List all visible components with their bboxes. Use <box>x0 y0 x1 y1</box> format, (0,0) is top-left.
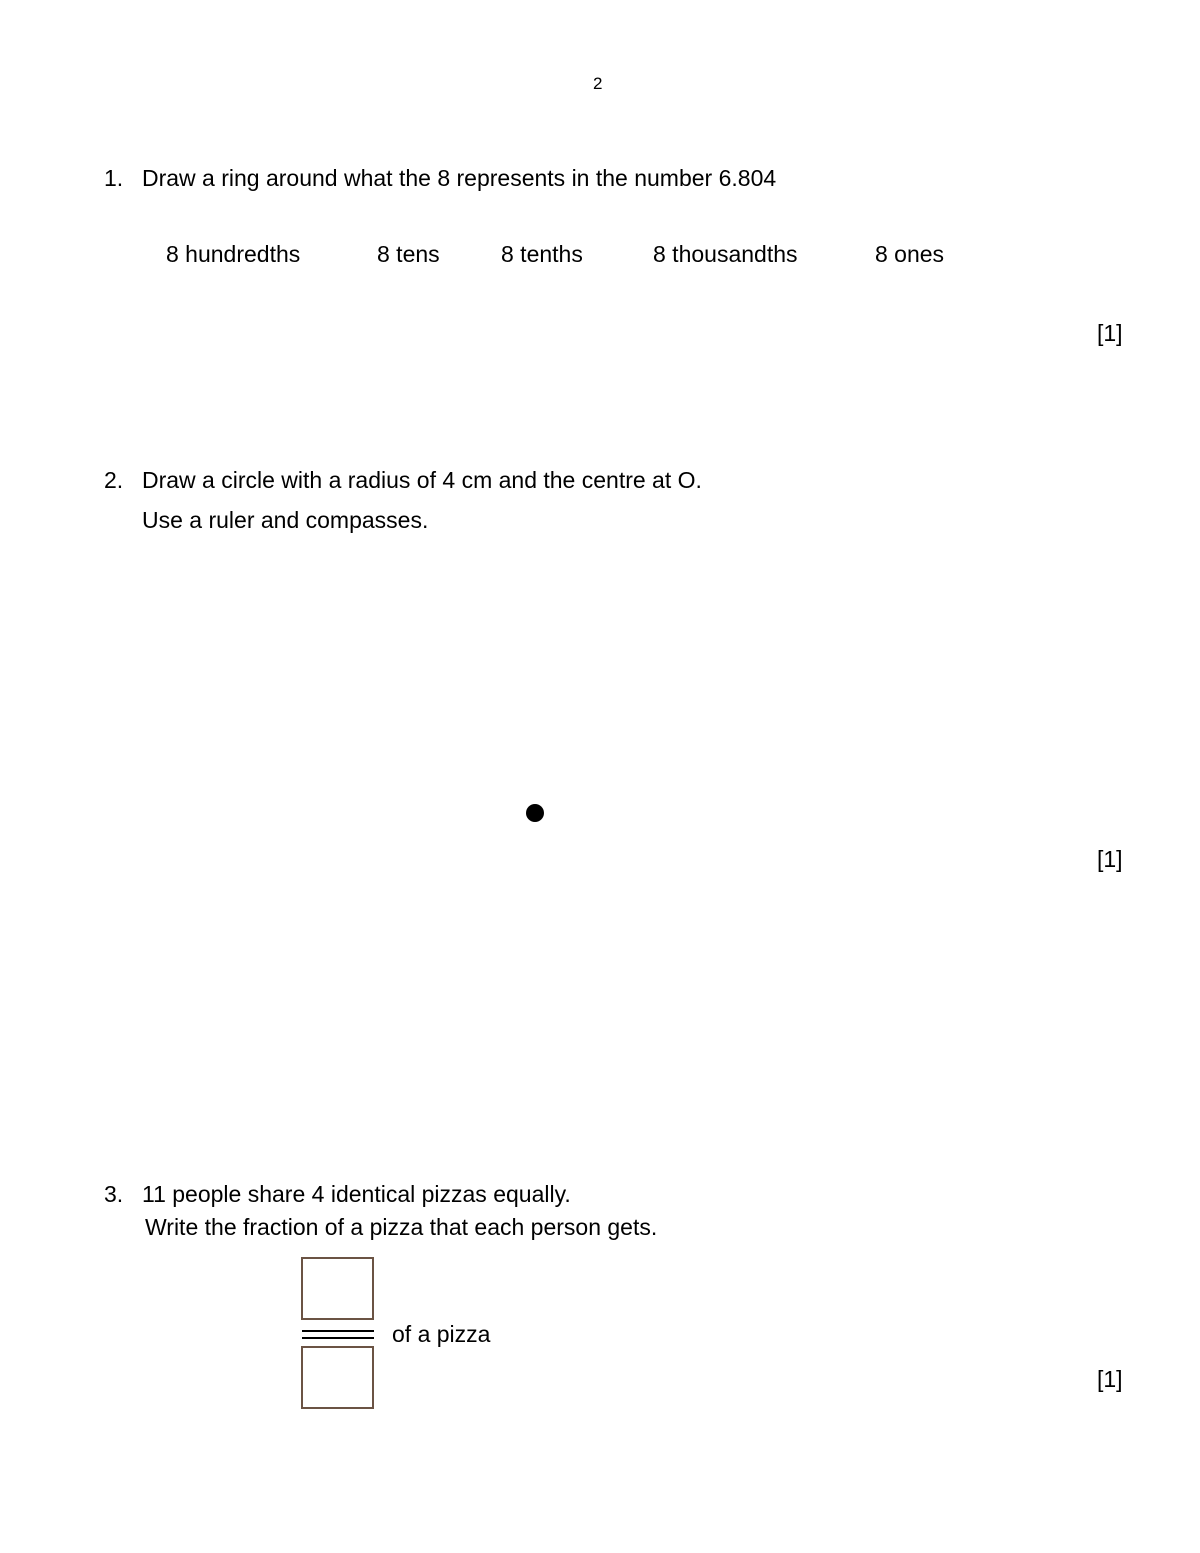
option-tenths[interactable]: 8 tenths <box>501 241 583 267</box>
question-text: Draw a circle with a radius of 4 cm and the centre at O. <box>142 467 702 493</box>
denominator-answer-box[interactable] <box>301 1346 374 1409</box>
question-number: 2. <box>104 467 124 493</box>
page-number: 2 <box>593 74 603 93</box>
option-hundredths[interactable]: 8 hundredths <box>166 241 301 267</box>
question-number: 3. <box>104 1181 124 1207</box>
question-text: 11 people share 4 identical pizzas equally. <box>142 1181 571 1207</box>
option-tens[interactable]: 8 tens <box>377 241 440 267</box>
marks-label: [1] <box>1097 846 1123 872</box>
numerator-answer-box[interactable] <box>301 1257 374 1320</box>
question-text: Draw a ring around what the 8 represents in the number 6.804 <box>142 165 777 191</box>
fraction-bar <box>302 1330 374 1332</box>
question-text-line-2: Write the fraction of a pizza that each person gets. <box>145 1214 658 1240</box>
marks-label: [1] <box>1097 320 1123 346</box>
option-ones[interactable]: 8 ones <box>875 241 945 267</box>
question-number: 1. <box>104 165 124 191</box>
option-thousandths[interactable]: 8 thousandths <box>653 241 798 267</box>
fraction-bar <box>302 1337 374 1339</box>
marks-label: [1] <box>1097 1366 1123 1392</box>
centre-point-o <box>526 804 544 822</box>
question-text-line-2: Use a ruler and compasses. <box>142 507 429 533</box>
answer-suffix: of a pizza <box>392 1321 491 1347</box>
